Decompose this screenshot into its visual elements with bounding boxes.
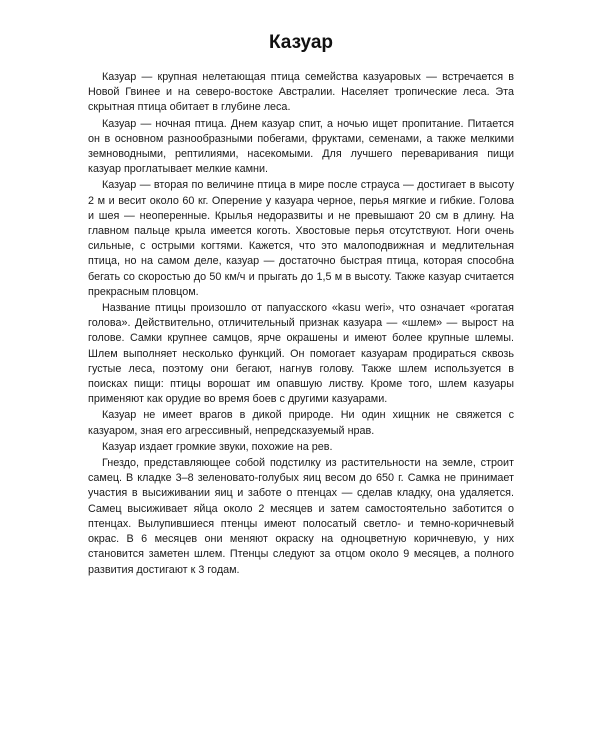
paragraph-nesting: Гнездо, представляющее собой подстилку из растительности на земле, строит самец. В кладке 3–8 зеленовато-голубых яиц весом до 650 г. Самка не принимает участия в высиживании яиц и заботе о птенцах — сделав кладку, она удаляется. Самец высиживает яйца около 2 месяцев и затем самостоятельно заботится о птенцах. Вылупившиеся птенцы имеют полосатый светло- и темно-коричневый окрас. В 6 месяцев они меняют окраску на одноцветную коричневую, у них становится заметен шлем. Птенцы следуют за отцом около 9 месяцев, а полного развития достигают к 3 годам. [88, 457, 514, 576]
paragraph-name-origin: Название птицы произошло от папуасского «kasu weri», что означает «рогатая голова». Действительно, отличительный признак казуара — «шлем» — вырост на голове. Самки крупнее самцов, ярче окрашены и имеют более крупные шлемы. Шлем выполняет несколько функций. Он помогает казуарам продираться сквозь густые леса, поэтому они бегают, нагнув голову. Также шлем используется в поисках пищи: птицы ворошат им опавшую листву. Кроме того, шлем казуары применяют как орудие во время боев с другими казуарами. [88, 302, 514, 406]
paragraph-sounds: Казуар издает громкие звуки, похожие на рев. [102, 440, 333, 453]
page-title: Казуар [268, 32, 334, 53]
paragraph-diet: Казуар — ночная птица. Днем казуар спит, а ночью ищет пропитание. Питается он в основном разнообразными побегами, фруктами, семенами, а также мелкими земноводными, рептилиями, насекомыми. Для лучшего переваривания пищи казуар проглатывает мелкие камни. [88, 117, 514, 176]
paragraph-habitat: Казуар — крупная нелетающая птица семейства казуаровых — встречается в Новой Гвинее и на северо-востоке Австралии. Населяет тропические леса. Эта скрытная птица обитает в глубине леса. [88, 71, 514, 114]
document-page [88, 30, 514, 578]
paragraph-enemies: Казуар не имеет врагов в дикой природе. Ни один хищник не свяжется с казуаром, зная его агрессивный, непредсказуемый нрав. [88, 409, 514, 437]
paragraph-appearance: Казуар — вторая по величине птица в мире после страуса — достигает в высоту 2 м и весит около 60 кг. Оперение у казуара черное, перья мягкие и гибкие. Голова и шея — неоперенные. Крылья недоразвиты и не превышают 20 см в длину. На главном пальце крыла имеется коготь. Хвостовые перья отсутствуют. Ноги очень сильные, с острыми когтями. Кажется, что это малоподвижная и медлительная птица, но на самом деле, казуар — достаточно быстрая птица, которая способна бегать со скоростью до 50 км/ч и прыгать до 1,5 м в высоту. Также казуар считается прекрасным пловцом. [88, 179, 514, 298]
